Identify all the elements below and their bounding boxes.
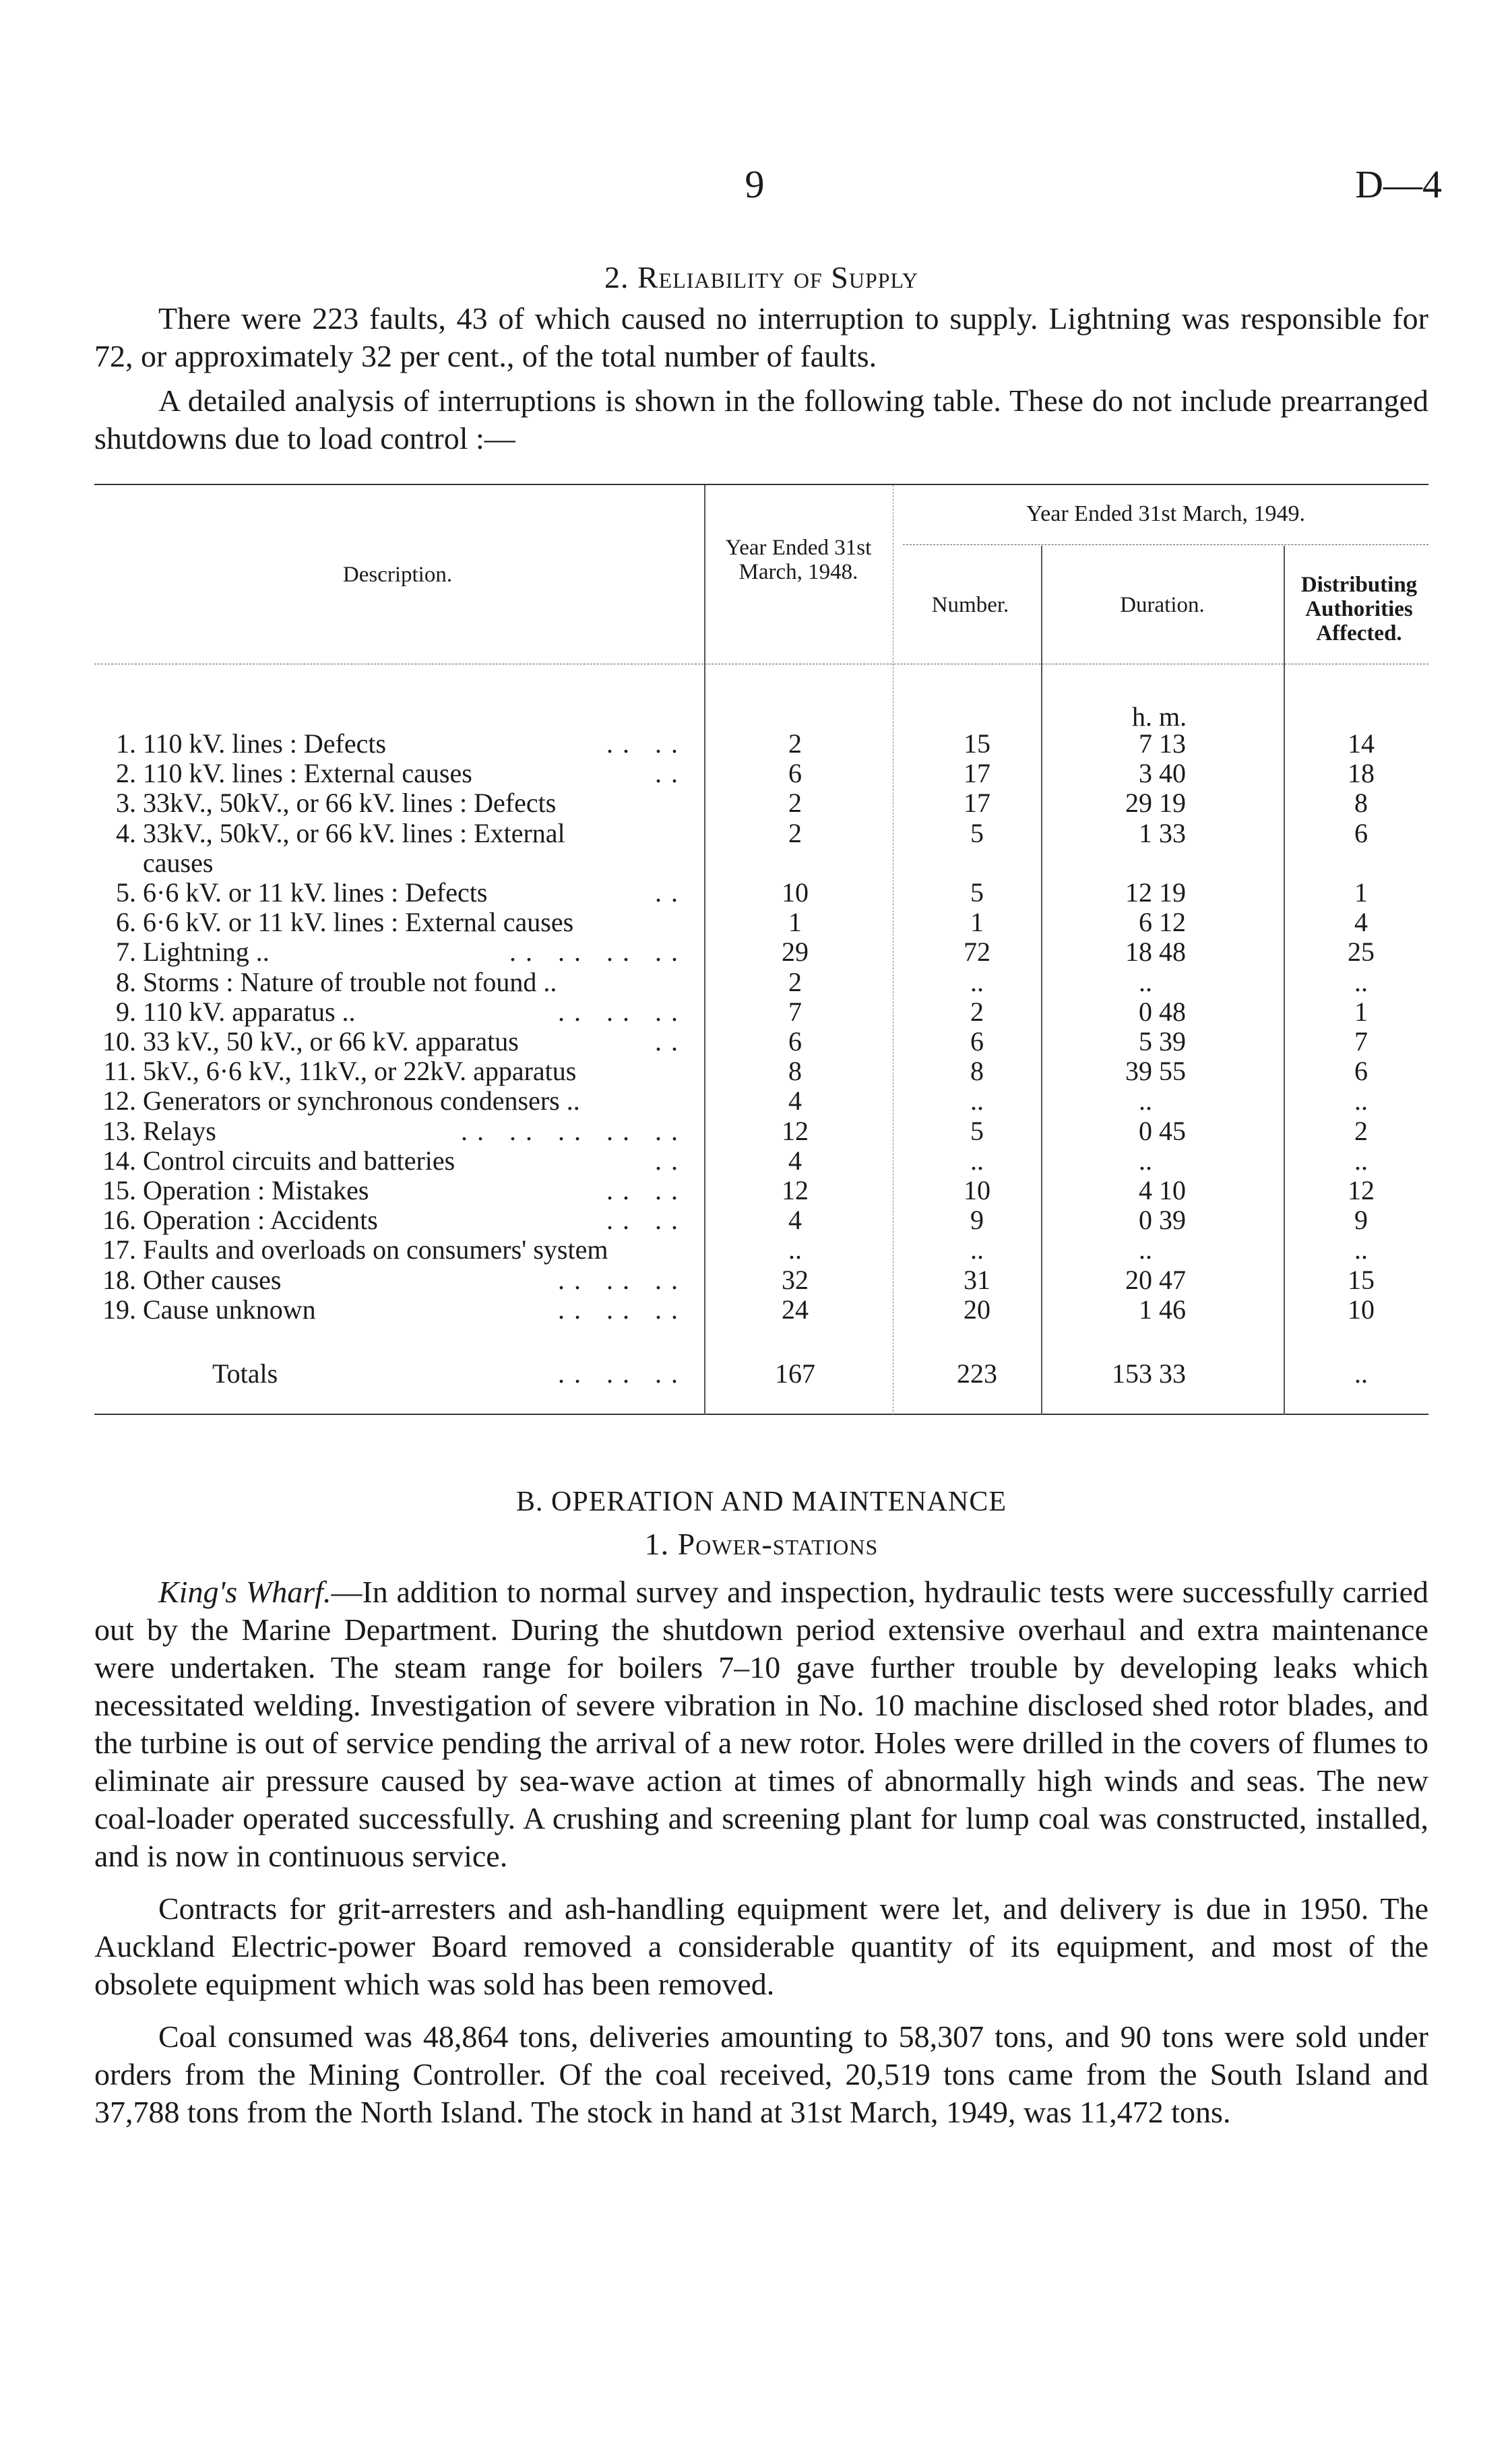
paragraph: Coal consumed was 48,864 tons, deliveries amounting to 58,307 tons, and 90 tons were sold under orders from the Mining Controller. Of the coal received, 20,519 tons came from the South Island and 37,788 tons from the North Island. The stock in hand at 31st March, 1949, was 11,472 tons. bbox=[94, 2019, 1428, 2129]
value-hours: 0 bbox=[1139, 996, 1152, 1027]
totals-1948: 167 bbox=[775, 1358, 815, 1389]
value-hours: 1 bbox=[1139, 1294, 1152, 1325]
paragraph bbox=[94, 1573, 1428, 1875]
value-authorities: 6 bbox=[1354, 1056, 1368, 1087]
value-authorities: .. bbox=[1354, 1145, 1368, 1176]
table-row bbox=[0, 996, 1512, 1026]
row-description: 110 kV. lines : External causes bbox=[143, 758, 472, 789]
value-authorities: 8 bbox=[1354, 788, 1368, 819]
row-description: 110 kV. apparatus .. bbox=[143, 996, 356, 1027]
value-minutes: 46 bbox=[1159, 1294, 1186, 1325]
table-bottom-rule bbox=[94, 1414, 1428, 1415]
value-1948: 4 bbox=[788, 1085, 802, 1116]
value-authorities: 2 bbox=[1354, 1115, 1368, 1146]
row-description: Storms : Nature of trouble not found .. bbox=[143, 966, 557, 997]
value-hours: 0 bbox=[1139, 1205, 1152, 1236]
table-row bbox=[0, 1085, 1512, 1114]
table-row bbox=[0, 1204, 1512, 1234]
table-row bbox=[0, 728, 1512, 757]
row-description: causes bbox=[143, 847, 214, 878]
totals-row bbox=[0, 1358, 1512, 1387]
paragraph: Contracts for grit-arresters and ash-handling equipment were let, and delivery is due in 1950. The Auckland Electric-power Board removed a considerable quantity of its equipment, and most of the obsolete equipment which was sold has been removed. bbox=[94, 1891, 1428, 2001]
row-number: 2. bbox=[116, 758, 136, 789]
row-description: Operation : Mistakes bbox=[143, 1175, 369, 1205]
value-hours: .. bbox=[1139, 1085, 1152, 1116]
value-minutes: 39 bbox=[1159, 1205, 1186, 1236]
row-description: 6·6 kV. or 11 kV. lines : External causes bbox=[143, 907, 574, 938]
value-authorities: 14 bbox=[1348, 728, 1375, 759]
row-description: Lightning .. bbox=[143, 937, 270, 968]
leader-dots: .. .. .. .. .. bbox=[461, 1115, 687, 1146]
totals-minutes: 33 bbox=[1159, 1358, 1186, 1389]
value-minutes: 19 bbox=[1159, 788, 1186, 819]
value-number: 72 bbox=[964, 937, 990, 968]
value-number: .. bbox=[970, 1145, 984, 1176]
table-row bbox=[0, 1055, 1512, 1085]
value-1948: 2 bbox=[788, 728, 802, 759]
table-row bbox=[0, 1264, 1512, 1294]
leader-dots: .. .. bbox=[606, 1205, 687, 1236]
value-minutes: 40 bbox=[1159, 758, 1186, 789]
value-hours: 5 bbox=[1139, 1026, 1152, 1057]
value-authorities: 10 bbox=[1348, 1294, 1375, 1325]
table-row bbox=[0, 757, 1512, 787]
row-number: 15. bbox=[102, 1175, 136, 1205]
value-number: 9 bbox=[970, 1205, 984, 1236]
hours-unit: h. bbox=[1132, 701, 1152, 732]
value-authorities: 18 bbox=[1348, 758, 1375, 789]
lead-in: King's Wharf. bbox=[158, 1575, 332, 1609]
value-hours: 3 bbox=[1139, 758, 1152, 789]
value-1948: 12 bbox=[782, 1175, 809, 1205]
row-number: 17. bbox=[102, 1234, 136, 1265]
value-1948: .. bbox=[788, 1234, 802, 1265]
row-number: 14. bbox=[102, 1145, 136, 1176]
table-row bbox=[0, 787, 1512, 817]
value-1948: 32 bbox=[782, 1264, 809, 1295]
row-number: 13. bbox=[102, 1115, 136, 1146]
header-year-1949: Year Ended 31st March, 1949. bbox=[1026, 501, 1305, 526]
value-hours: 12 bbox=[1125, 877, 1152, 908]
value-1948: 4 bbox=[788, 1205, 802, 1236]
table-row bbox=[0, 1026, 1512, 1055]
value-number: 6 bbox=[970, 1026, 984, 1057]
table-row bbox=[0, 817, 1512, 847]
row-description: Generators or synchronous condensers .. bbox=[143, 1085, 580, 1116]
totals-number: 223 bbox=[957, 1358, 997, 1389]
leader-dots: .. .. .. bbox=[558, 1358, 687, 1389]
value-number: 1 bbox=[970, 907, 984, 938]
value-minutes: 33 bbox=[1159, 817, 1186, 848]
table-row bbox=[0, 1174, 1512, 1204]
section-title-operation: B. OPERATION AND MAINTENANCE bbox=[516, 1486, 1007, 1517]
leader-dots: .. bbox=[655, 758, 687, 789]
value-hours: 0 bbox=[1139, 1115, 1152, 1146]
value-number: .. bbox=[970, 1085, 984, 1116]
header-year-1948: Year Ended 31st March, 1948. bbox=[725, 536, 872, 584]
value-authorities: 9 bbox=[1354, 1205, 1368, 1236]
leader-dots: .. bbox=[655, 1145, 687, 1176]
row-description: 33 kV., 50 kV., or 66 kV. apparatus bbox=[143, 1026, 519, 1057]
totals-hours: 153 bbox=[1112, 1358, 1152, 1389]
value-hours: 4 bbox=[1139, 1175, 1152, 1205]
header-authorities: Distributing Authorities Affected. bbox=[1300, 573, 1418, 645]
row-number: 9. bbox=[116, 996, 136, 1027]
row-description: Control circuits and batteries bbox=[143, 1145, 455, 1176]
paragraph: There were 223 faults, 43 of which caused no interruption to supply. Lightning was responsible for 72, or approximately 32 per cent., of the total number of faults. bbox=[94, 301, 1428, 373]
value-hours: 20 bbox=[1125, 1264, 1152, 1295]
leader-dots: .. bbox=[655, 1026, 687, 1057]
value-authorities: .. bbox=[1354, 1085, 1368, 1116]
value-hours: 39 bbox=[1125, 1056, 1152, 1087]
table-row bbox=[0, 1115, 1512, 1145]
totals-authorities: .. bbox=[1354, 1358, 1368, 1389]
leader-dots: .. bbox=[655, 877, 687, 908]
value-authorities: 1 bbox=[1354, 877, 1368, 908]
value-1948: 2 bbox=[788, 788, 802, 819]
row-description: 33kV., 50kV., or 66 kV. lines : External bbox=[143, 817, 565, 848]
leader-dots: .. .. .. bbox=[558, 996, 687, 1027]
value-minutes: 39 bbox=[1159, 1026, 1186, 1057]
leader-dots: .. .. bbox=[606, 728, 687, 759]
row-number: 12. bbox=[102, 1085, 136, 1116]
value-authorities: 12 bbox=[1348, 1175, 1375, 1205]
value-number: 17 bbox=[964, 788, 990, 819]
value-number: 31 bbox=[964, 1264, 990, 1295]
value-authorities: 15 bbox=[1348, 1264, 1375, 1295]
row-number: 5. bbox=[116, 877, 136, 908]
value-minutes: 48 bbox=[1159, 996, 1186, 1027]
subsection-title-power-stations: 1. Power-stations bbox=[644, 1527, 879, 1561]
table-row bbox=[0, 906, 1512, 936]
reliability-text bbox=[94, 300, 1428, 458]
value-1948: 7 bbox=[788, 996, 802, 1027]
row-number: 1. bbox=[116, 728, 136, 759]
minutes-unit: m. bbox=[1159, 701, 1187, 732]
row-number: 8. bbox=[116, 966, 136, 997]
row-number: 10. bbox=[102, 1026, 136, 1057]
table-row bbox=[0, 877, 1512, 906]
row-number: 11. bbox=[103, 1056, 136, 1087]
value-number: .. bbox=[970, 1234, 984, 1265]
value-minutes: 10 bbox=[1159, 1175, 1186, 1205]
value-hours: 1 bbox=[1139, 817, 1152, 848]
header-number: Number. bbox=[931, 593, 1009, 617]
row-description: Operation : Accidents bbox=[143, 1205, 378, 1236]
row-number: 3. bbox=[116, 788, 136, 819]
value-hours: .. bbox=[1139, 1234, 1152, 1265]
row-description: 5kV., 6·6 kV., 11kV., or 22kV. apparatus bbox=[143, 1056, 577, 1087]
value-hours: 18 bbox=[1125, 937, 1152, 968]
row-number: 16. bbox=[102, 1205, 136, 1236]
table-row bbox=[0, 1145, 1512, 1174]
value-minutes: 48 bbox=[1159, 937, 1186, 968]
value-1948: 2 bbox=[788, 817, 802, 848]
units-row bbox=[0, 701, 1512, 730]
row-description: 33kV., 50kV., or 66 kV. lines : Defects bbox=[143, 788, 557, 819]
header-duration: Duration. bbox=[1120, 593, 1205, 617]
leader-dots: .. .. .. bbox=[558, 1294, 687, 1325]
value-number: 5 bbox=[970, 877, 984, 908]
value-hours: 6 bbox=[1139, 907, 1152, 938]
value-authorities: .. bbox=[1354, 966, 1368, 997]
row-number: 18. bbox=[102, 1264, 136, 1295]
value-hours: .. bbox=[1139, 1145, 1152, 1176]
row-description: Relays bbox=[143, 1115, 216, 1146]
paragraph: A detailed analysis of interruptions is shown in the following table. These do not include prearranged shutdowns due to load control :— bbox=[94, 383, 1428, 455]
value-hours: 29 bbox=[1125, 788, 1152, 819]
row-number: 6. bbox=[116, 907, 136, 938]
row-description: Cause unknown bbox=[143, 1294, 316, 1325]
table-row bbox=[0, 1234, 1512, 1263]
value-minutes: 12 bbox=[1159, 907, 1186, 938]
value-number: 10 bbox=[964, 1175, 990, 1205]
section-title-reliability: 2. Reliability of Supply bbox=[604, 260, 919, 294]
row-number: 4. bbox=[116, 817, 136, 848]
table-row bbox=[0, 966, 1512, 996]
page-number: 9 bbox=[745, 162, 765, 206]
leader-dots: .. .. .. bbox=[558, 1264, 687, 1295]
row-description: Faults and overloads on consumers' system bbox=[143, 1234, 608, 1265]
row-description: 6·6 kV. or 11 kV. lines : Defects bbox=[143, 877, 488, 908]
value-1948: 6 bbox=[788, 1026, 802, 1057]
value-authorities: .. bbox=[1354, 1234, 1368, 1265]
value-minutes: 47 bbox=[1159, 1264, 1186, 1295]
value-minutes: 55 bbox=[1159, 1056, 1186, 1087]
value-number: 20 bbox=[964, 1294, 990, 1325]
value-authorities: 4 bbox=[1354, 907, 1368, 938]
value-1948: 4 bbox=[788, 1145, 802, 1176]
header-description: Description. bbox=[342, 563, 453, 587]
row-description: 110 kV. lines : Defects bbox=[143, 728, 387, 759]
value-authorities: 1 bbox=[1354, 996, 1368, 1027]
value-hours: 7 bbox=[1139, 728, 1152, 759]
value-minutes: 13 bbox=[1159, 728, 1186, 759]
value-number: 15 bbox=[964, 728, 990, 759]
operation-text bbox=[94, 1573, 1428, 2131]
group-header-rule bbox=[903, 544, 1428, 545]
value-1948: 24 bbox=[782, 1294, 809, 1325]
value-minutes: 45 bbox=[1159, 1115, 1186, 1146]
table-top-rule bbox=[94, 484, 1428, 485]
value-1948: 12 bbox=[782, 1115, 809, 1146]
paragraph-body: —In addition to normal survey and inspection, hydraulic tests were successfully carried out by the Marine Department. During the shutdown period extensive overhaul and extra maintenance were undertaken. The steam range for boilers 7–10 gave further trouble by developing leaks which necessitated welding. Investigation of severe vibration in No. 10 machine disclosed shed rotor blades, and the turbine is out of service pending the arrival of a new rotor. Holes were drilled in the covers of flumes to eliminate air pressure caused by sea-wave action at times of abnormally high winds and seas. The new coal-loader operated successfully. A crushing and screening plant for lump coal was constructed, installed, and is now in continuous service. bbox=[94, 1575, 1428, 1873]
value-number: .. bbox=[970, 966, 984, 997]
value-number: 2 bbox=[970, 996, 984, 1027]
row-description: Other causes bbox=[143, 1264, 282, 1295]
value-authorities: 25 bbox=[1348, 937, 1375, 968]
table-row bbox=[0, 936, 1512, 966]
value-minutes: 19 bbox=[1159, 877, 1186, 908]
value-number: 5 bbox=[970, 817, 984, 848]
row-number: 19. bbox=[102, 1294, 136, 1325]
value-1948: 2 bbox=[788, 966, 802, 997]
value-authorities: 7 bbox=[1354, 1026, 1368, 1057]
value-authorities: 6 bbox=[1354, 817, 1368, 848]
leader-dots: .. .. bbox=[606, 1175, 687, 1205]
value-1948: 6 bbox=[788, 758, 802, 789]
value-1948: 10 bbox=[782, 877, 809, 908]
value-1948: 1 bbox=[788, 907, 802, 938]
value-number: 17 bbox=[964, 758, 990, 789]
totals-label: Totals bbox=[212, 1358, 278, 1389]
row-number: 7. bbox=[116, 937, 136, 968]
leader-dots: .. .. .. .. bbox=[509, 937, 687, 968]
document-code: D—4 bbox=[1355, 162, 1442, 206]
value-number: 8 bbox=[970, 1056, 984, 1087]
value-hours: .. bbox=[1139, 966, 1152, 997]
value-number: 5 bbox=[970, 1115, 984, 1146]
table-row bbox=[0, 847, 1512, 877]
value-1948: 8 bbox=[788, 1056, 802, 1087]
table-row bbox=[0, 1294, 1512, 1323]
value-1948: 29 bbox=[782, 937, 809, 968]
